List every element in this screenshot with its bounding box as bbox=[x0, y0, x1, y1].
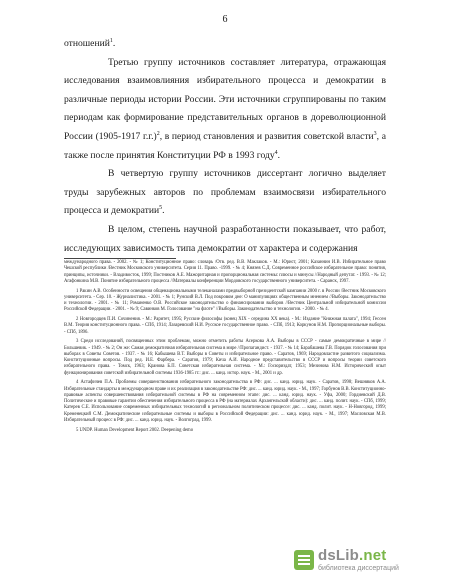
paragraph-1-text: отношений bbox=[64, 38, 110, 49]
footnote-ref[interactable]: 2 bbox=[156, 130, 160, 137]
footnote-ref[interactable]: 5 bbox=[159, 205, 163, 212]
paragraph-2-text-2: , в период становления и развития советской власти bbox=[159, 130, 374, 142]
watermark-domain: dsLib.net bbox=[318, 547, 387, 564]
footnote-3: 3 Среди исследований, посвященных этим проблемам, можно отметить работы Асеркова А.А. Выборы в СССР - самые демократичные в мире //Большевик. - 1949. - № 2; Он же: Самая демократичная избирательная система в мире //Пропагандист. - 1937. - № 14; Барабашева Г.В. Порядок голосования при выборах в Советы Советов. - 1937. - № 16; Кабышева В.Т. Выборы в Советы и избирательное право. - Саратов, 1969; Народовластие развитого социализма. Конституционные вопросы. Под ред. И.Е. Фарбера. - Саратов, 1979; Кича А.И. Народное представительство в СССР и вопросы теории советского избирательного права. - Томск, 1963; Кранова Б.П. Советская избирательная система. - М.: Госюриздат, 1953; Мезинова Н.М. Исторический опыт функционирования советской избирательной системы 1936-1985 гг.: дис. ... канд. истор. наук. - М., 2001 и др. bbox=[64, 339, 386, 376]
paragraph-2 bbox=[64, 54, 386, 166]
footnote-divider bbox=[64, 258, 176, 259]
footnote-5: 5 UNDP. Human Development Report 2002. Deepening demo bbox=[76, 427, 194, 433]
main-text bbox=[64, 35, 386, 258]
footnote-ref[interactable]: 3 bbox=[373, 130, 377, 137]
watermark-tagline: библиотека диссертаций bbox=[318, 565, 399, 572]
paragraph-3-tail: . bbox=[162, 205, 165, 217]
footnotes bbox=[64, 258, 386, 437]
paragraph-2-text-3: , а также после принятия Конституции РФ в 1993 году bbox=[64, 130, 386, 161]
paragraph-4-text: В целом, степень научной разработанности показывает, что работ, исследующих зависимость типа демократии от характера и содержания bbox=[64, 223, 386, 254]
book-icon bbox=[294, 550, 314, 570]
paragraph-4 bbox=[64, 221, 386, 258]
footnote-continuation: международного права. - 2002. - № 1; Конституционное право: словарь /Отв. ред. В.В. Маклаков. - М.: Юрист, 2001; Казаннин И.В. Избирательное право Чешской республики /Вестник Московского университета. Серия 11. Право. -1999. - № 4; Князев С.Д. Современное российское избирательное право: понятия, принципы, источники. - Владивосток, 1999; Постников А.Е. Мажоритарная и пропорциональная системы: плюсы и минусы //Народный депутат. - 1993. - № 12; Агафонкина М.В. Понятие избирательного процесса //Материалы конференции Мордовского государственного университета. - Саранск, 1997. bbox=[64, 260, 386, 284]
page-number: 6 bbox=[222, 14, 228, 25]
paragraph-3-text: В четвертую группу источников диссертант логично выделяет труды зарубежных авторов по проблемам взаимосвязи избирательного процесса и демократии bbox=[64, 168, 386, 217]
paragraph-2-text: Третью группу источников составляет литература, отражающая исследования взаимовлияния избирательного процесса и демократии в различные периоды истории России. Эти источники сгруппированы по таким периодам как формирование представительных органов в дореволюционной России (1905-1917 г.г.) bbox=[64, 56, 386, 142]
paragraph-1 bbox=[64, 35, 386, 54]
footnote-4: 4 Астафичев П.А. Проблемы совершенствования избирательного законодательства в РФ: дис. ... канд. юрид. наук. - Саратов, 1998; Вешняков А.А. Избирательные стандарты в международном праве и их реализация в законодательстве РФ: дис. ... канд. юрид. наук. - М., 1997; Горбунов В.В. Конституционно-правовые аспекты совершенствования избирательной системы в РФ на современном этапе: дис. ... канд. юрид. наук. - Уфа, 2000; Гордиевский Д.В. Политические и правовые гарантии обеспечения избирательного процесса в РФ (на материалах Архангельской области): дис. ... канд. полит. наук. - СПб, 1999; Катерев С.Е. Использование современных избирательных технологий в региональном политическом процессе: дис. ... канд. полит. наук. - Н-Новгород, 1999; Кременецкий С.М. Демократические избирательные системы и выборы в Российской Федерации: дис. ... канд. юрид. наук. - М., 1997; Масловская М.В. Избирательный процесс в РФ: дис. ... канд. юрид. наук. - Волгоград, 1999. bbox=[64, 380, 386, 423]
footnote-ref[interactable]: 4 bbox=[274, 149, 278, 156]
footnote-ref[interactable]: 1 bbox=[109, 37, 113, 44]
footnote-1: 1 Ракин А.В. Особенности освещения общенациональными телеканалами предвыборной президентской кампании 2000 г. в России /Вестник Московского университета. - Сер. 10. - Журналистика. - 2001. - № 1; Рунский В.Л. Под покровом дне: О манипуляциях общественным мнением //Выборы. Законодательство и технологии. - 2001. - № 11; Романенко О.В. Российское законодательство о финансировании выборов //Вестник Центральной избирательной комиссии Российской Федерации. - 2001. - № 9; Савинков М. Голосование "на флоте" //Выборы. Законодательство и технологии. - 2000. - № 4. bbox=[64, 288, 386, 313]
paragraph-1-tail: . bbox=[112, 38, 116, 49]
paragraph-3 bbox=[64, 165, 386, 221]
paragraph-2-tail: . bbox=[277, 149, 281, 161]
footnote-2: 2 Новгородцев П.И. Сочинения. - М.: Раритет, 1995; Русские философы (конец XIX - середина XX века). - М.: Издание "Книжная палата", 1994; Гессен В.М. Теория конституционного права. - СПб, 1914; Лазаревский Н.И. Русское государственное право. - СПб, 1913; Коркунов Н.М. Пропорциональные выборы. - СПб, 1896. bbox=[64, 317, 386, 335]
watermark-logo bbox=[294, 547, 444, 577]
